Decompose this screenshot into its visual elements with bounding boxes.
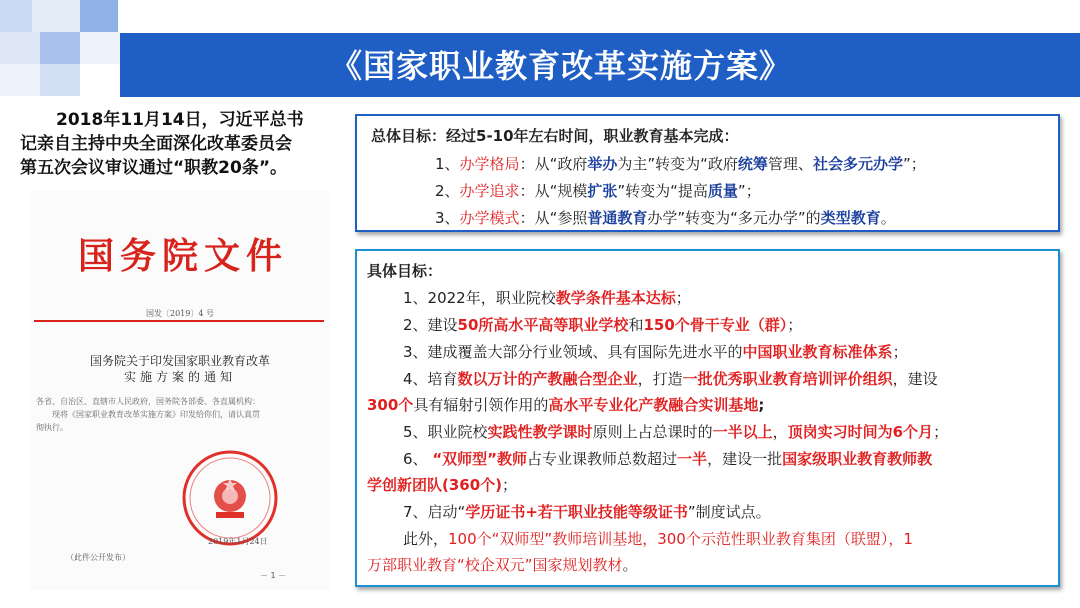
decor-square <box>80 0 118 32</box>
intro-line: 第五次会议审议通过“职教20条”。 <box>20 158 288 178</box>
specific-goals-heading: 具体目标： <box>367 262 443 280</box>
document-heading: 实施方案的通知 <box>123 370 236 384</box>
intro-line: 记亲自主持中央全面深化改革委员会 <box>20 134 292 154</box>
overall-goals-box <box>355 114 1060 232</box>
decor-square <box>80 32 120 64</box>
specific-goal-item-continued: 学创新团队(360个)； <box>367 476 518 494</box>
document-header: 国务院文件 <box>78 235 289 277</box>
intro-text <box>20 108 325 180</box>
document-heading: 国务院关于印发国家职业教育改革 <box>89 354 270 368</box>
decor-square <box>40 64 80 96</box>
intro-line: 2018年11月14日，习近平总书 <box>56 110 304 130</box>
decor-square <box>0 0 32 32</box>
specific-goals-box <box>355 249 1060 587</box>
specific-goal-item: 1、2022年，职业院校教学条件基本达标； <box>403 289 691 307</box>
page-title: 《国家职业教育改革实施方案》 <box>330 47 793 85</box>
specific-goal-extra: 此外，100个“双师型”教师培训基地，300个示范性职业教育集团（联盟），1 <box>403 530 913 548</box>
overall-goals-heading: 总体目标：经过5-10年左右时间，职业教育基本完成： <box>371 127 739 145</box>
document-body-line: 彻执行。 <box>36 423 68 432</box>
decor-square <box>32 0 80 32</box>
specific-goal-extra-continued: 万部职业教育“校企双元”国家规划教材。 <box>367 556 638 574</box>
overall-goal-item: 2、办学追求：从“规模扩张”转变为“提高质量”； <box>435 182 761 200</box>
specific-goal-item: 6、 “双师型”教师占专业课教师总数超过一半，建设一批国家级职业教育教师教 <box>403 450 933 468</box>
document-body-line: 各省、自治区、直辖市人民政府，国务院各部委、各直属机构： <box>36 397 260 406</box>
specific-goal-item: 2、建设50所高水平高等职业学校和150个骨干专业（群）； <box>403 316 803 334</box>
overall-goal-item: 3、办学模式：从“参照普通教育办学”转变为“多元办学”的类型教育。 <box>435 209 896 227</box>
decor-square <box>40 32 80 64</box>
specific-goal-item: 4、培育数以万计的产教融合型企业，打造一批优秀职业教育培训评价组织，建设 <box>403 370 938 388</box>
document-body-line: 现将《国家职业教育改革实施方案》印发给你们，请认真贯 <box>52 410 260 419</box>
decor-square <box>0 32 40 64</box>
specific-goal-item: 3、建成覆盖大部分行业领域、具有国际先进水平的中国职业教育标准体系； <box>403 343 908 361</box>
document-body <box>36 395 320 434</box>
decor-square <box>0 64 40 96</box>
document-number: 国发〔2019〕4 号 <box>146 309 214 318</box>
specific-goal-item-continued: 300个具有辐射引领作用的高水平专业化产教融合实训基地; <box>367 396 765 414</box>
specific-goal-item: 5、职业院校实践性教学课时原则上占总课时的一半以上，顶岗实习时间为6个月； <box>403 423 949 441</box>
document-image <box>30 190 330 590</box>
document-red-rule <box>34 320 324 322</box>
document-note: （此件公开发布） <box>66 553 130 562</box>
specific-goal-item: 7、启动“学历证书+若干职业技能等级证书”制度试点。 <box>403 503 771 521</box>
document-page-number: － 1 － <box>260 571 287 580</box>
overall-goal-item: 1、办学格局：从“政府举办为主”转变为“政府统筹管理、社会多元办学”； <box>435 155 926 173</box>
official-seal <box>180 448 280 548</box>
document-date: 2019年1月24日 <box>208 537 268 546</box>
